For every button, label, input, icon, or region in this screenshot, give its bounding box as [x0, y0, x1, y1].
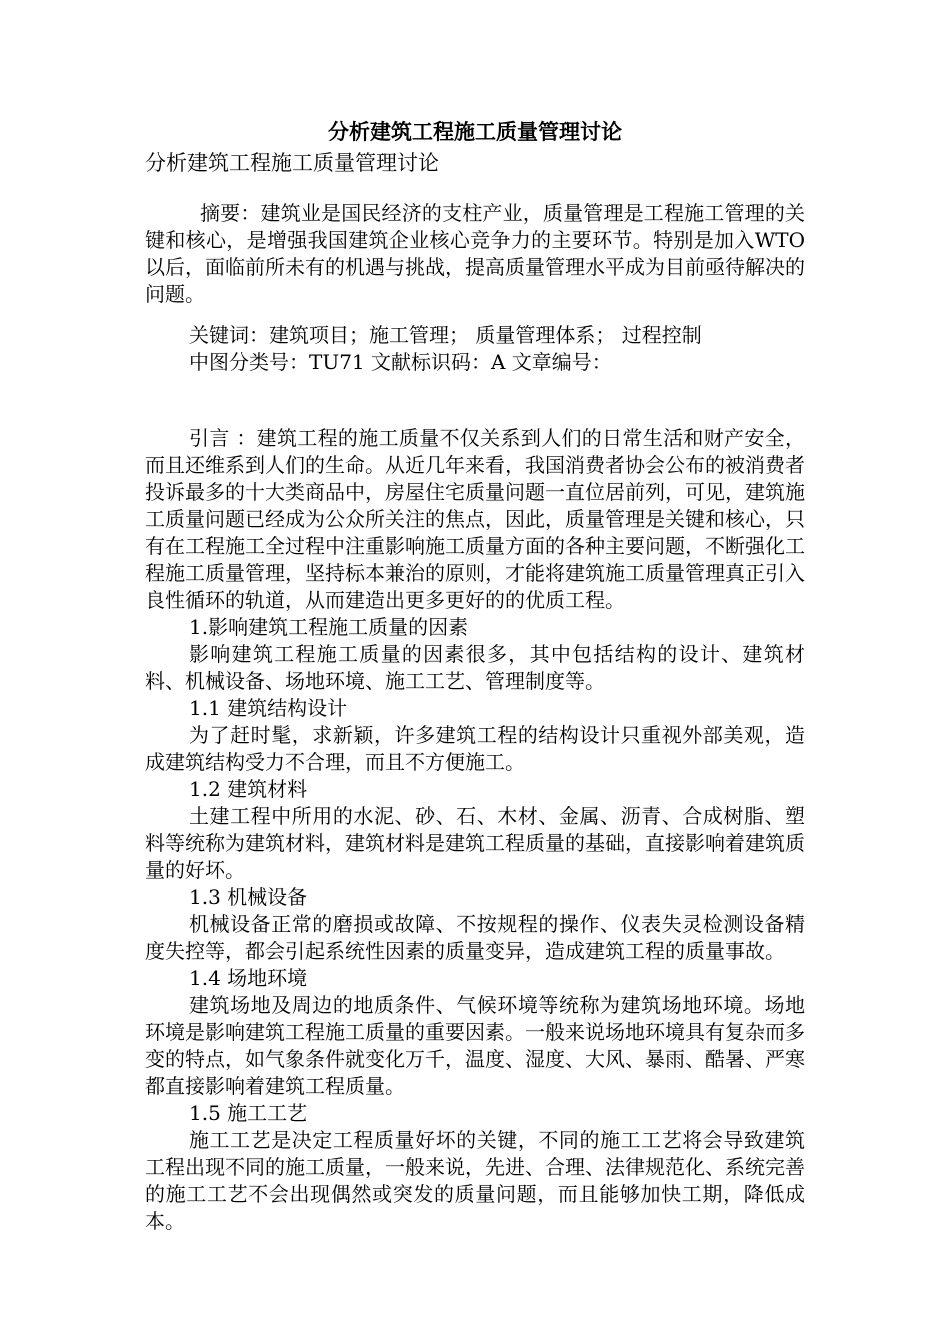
section-1-2-heading: 1.2 建筑材料 — [189, 777, 308, 801]
intro-paragraph: 引言 ：建筑工程的施工质量不仅关系到人们的日常生活和财产安全，而且还维系到人们的生命。从近几年来看，我国消费者协会公布的被消费者投诉最多的十大类商品中，房屋住宅质量问题一直位居前列，可见，建筑施工质量问题已经成为公众所关注的焦点，因此，质量管理是关键和核心，只有在工程施工全过程中注重影响施工质量方面的各种主要问题，不断强化工程施工质量管理，坚持标本兼治的原则，才能将建筑施工质量管理真正引入良性循环的轨道，从而建造出更多更好的的优质工程。 — [145, 426, 805, 612]
section-1-3-paragraph: 机械设备正常的磨损或故障、不按规程的操作、仪表失灵检测设备精度失控等，都会引起系统性因素的质量变异，造成建筑工程的质量事故。 — [145, 912, 805, 963]
section-1-1-paragraph: 为了赶时髦，求新颖，许多建筑工程的结构设计只重视外部美观，造成建筑结构受力不合理，而且不方便施工。 — [145, 723, 805, 774]
document-title: 分析建筑工程施工质量管理讨论 — [328, 119, 622, 144]
section-1-4-paragraph: 建筑场地及周边的地质条件、气候环境等统称为建筑场地环境。场地环境是影响建筑工程施工质量的重要因素。一般来说场地环境具有复杂而多变的特点，如气象条件就变化万千，温度、湿度、大风、暴雨、酷暑、严寒都直接影响着建筑工程质量。 — [145, 993, 805, 1098]
abstract-paragraph: 摘要：建筑业是国民经济的支柱产业，质量管理是工程施工管理的关键和核心，是增强我国建筑企业核心竞争力的主要环节。特别是加入WTO以后，面临前所未有的机遇与挑战，提高质量管理水平成为目前亟待解决的问题。 — [145, 201, 805, 306]
section-1-2-paragraph: 土建工程中所用的水泥、砂、石、木材、金属、沥青、合成树脂、塑料等统称为建筑材料，建筑材料是建筑工程质量的基础，直接影响着建筑质量的好坏。 — [145, 804, 805, 882]
document-subtitle: 分析建筑工程施工质量管理讨论 — [145, 151, 439, 175]
main-body — [145, 425, 805, 1235]
section-1-4-heading: 1.4 场地环境 — [189, 966, 308, 990]
section-1-1-heading: 1.1 建筑结构设计 — [189, 696, 348, 720]
classification-line: 中图分类号：TU71 文献标识码：A 文章编号： — [189, 350, 612, 374]
section-1-3-heading: 1.3 机械设备 — [189, 885, 308, 909]
section-1-heading: 1.影响建筑工程施工质量的因素 — [189, 615, 469, 639]
section-1-paragraph: 影响建筑工程施工质量的因素很多，其中包括结构的设计、建筑材料、机械设备、场地环境、施工工艺、管理制度等。 — [145, 642, 805, 693]
keywords-line: 关键词：建筑项目；施工管理； 质量管理体系； 过程控制 — [189, 323, 702, 347]
section-1-5-paragraph: 施工工艺是决定工程质量好坏的关键，不同的施工工艺将会导致建筑工程出现不同的施工质量，一般来说，先进、合理、法律规范化、系统完善的施工工艺不会出现偶然或突发的质量问题，而且能够加快工期，降低成本。 — [145, 1128, 805, 1233]
section-1-5-heading: 1.5 施工工艺 — [189, 1101, 308, 1125]
